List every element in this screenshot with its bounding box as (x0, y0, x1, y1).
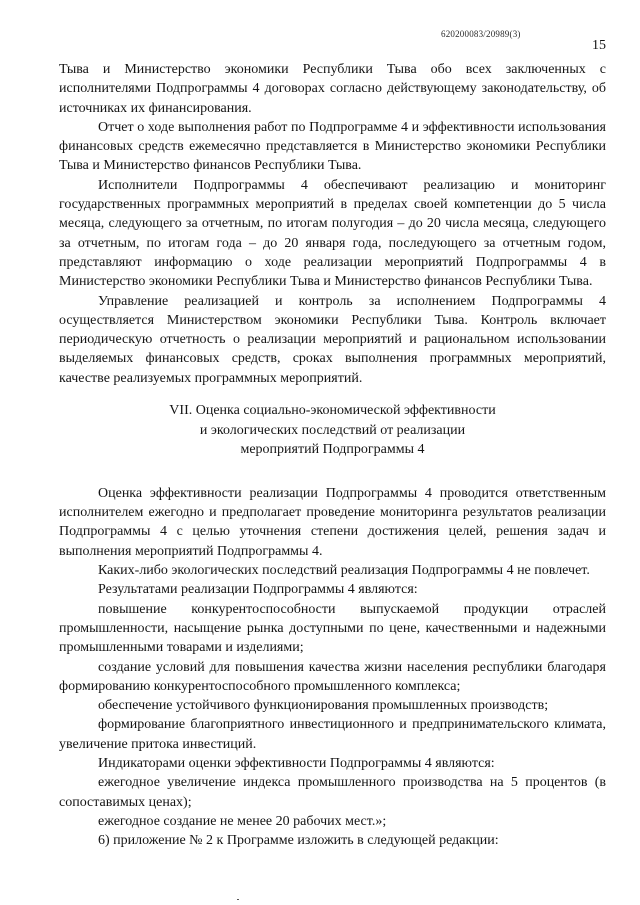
paragraph-management: Управление реализацией и контроль за исполнением Подпрограммы 4 осуществляется Министерством экономики Республики Тыва. Контроль включает периодическую отчетность о реализации мероприятий и рациональном использовании выделяемых финансовых средств, сроках выполнения программных мероприятий, качестве реализуемых программных мероприятий. (59, 293, 606, 386)
paragraph-executors: Исполнители Подпрограммы 4 обеспечивают реализацию и мониторинг государственных программных мероприятий в пределах своей компетенции до 5 числа месяца, следующего за отчетным, по итогам полугодия – до 20 числа месяца, следующего за отчетным, по итогам года – до 20 января года, последующего за отчетным годом, представляют информацию о ходе реализации мероприятий Подпрограммы 4 в Министерство экономики Республики Тыва и Министерство финансов Республики Тыва. (59, 177, 606, 290)
scan-artifact (237, 899, 239, 900)
page-body (59, 60, 606, 850)
page-number: 15 (592, 38, 606, 53)
list-item-result: формирование благоприятного инвестиционного и предпринимательского климата, увеличение притока инвестиций. (59, 717, 606, 752)
section-heading-line: VII. Оценка социально-экономической эффективности (169, 403, 496, 419)
paragraph-continuation: Тыва и Министерство экономики Республики Тыва обо всех заключенных с исполнителями Подпрограммы 4 договорах согласно действующему законодательству, об источниках их финансирования. (59, 62, 606, 116)
list-item-indicator: ежегодное создание не менее 20 рабочих мест.»; (98, 813, 387, 829)
paragraph-ecology: Каких-либо экологических последствий реализация Подпрограммы 4 не повлечет. (98, 563, 590, 579)
paragraph-indicators-intro: Индикаторами оценки эффективности Подпрограммы 4 являются: (98, 755, 495, 771)
document-id: 620200083/20989(3) (441, 29, 521, 39)
section-spacer (59, 460, 606, 484)
list-item-result: повышение конкурентоспособности выпускаемой продукции отраслей промышленности, насыщение рынка доступными по цене, качественными и надежными промышленными товарами и изделиями; (59, 601, 606, 656)
paragraph-appendix-instruction: 6) приложение № 2 к Программе изложить в следующей редакции: (98, 833, 499, 849)
paragraph-evaluation: Оценка эффективности реализации Подпрограммы 4 проводится ответственным исполнителем ежегодно и предполагает проведение мониторинга результатов реализации Подпрограммы 4 с целью уточнения степени достижения целей, решения задач и выполнения мероприятий Подпрограммы 4. (59, 485, 606, 559)
paragraph-report: Отчет о ходе выполнения работ по Подпрограмме 4 и эффективности использования финансовых средств ежемесячно представляется в Министерство экономики Республики Тыва и Министерство финансов Республики Тыва. (59, 119, 606, 174)
section-heading-line: и экологических последствий от реализации (199, 422, 466, 438)
list-item-result: обеспечение устойчивого функционирования промышленных производств; (98, 698, 549, 714)
section-heading (59, 401, 606, 460)
section-heading-line: мероприятий Подпрограммы 4 (240, 442, 425, 458)
list-item-result: создание условий для повышения качества жизни населения республики благодаря формированию конкурентоспособного промышленного комплекса; (59, 659, 606, 694)
paragraph-results-intro: Результатами реализации Подпрограммы 4 являются: (98, 582, 418, 598)
list-item-indicator: ежегодное увеличение индекса промышленного производства на 5 процентов (в сопоставимых ценах); (59, 775, 606, 810)
